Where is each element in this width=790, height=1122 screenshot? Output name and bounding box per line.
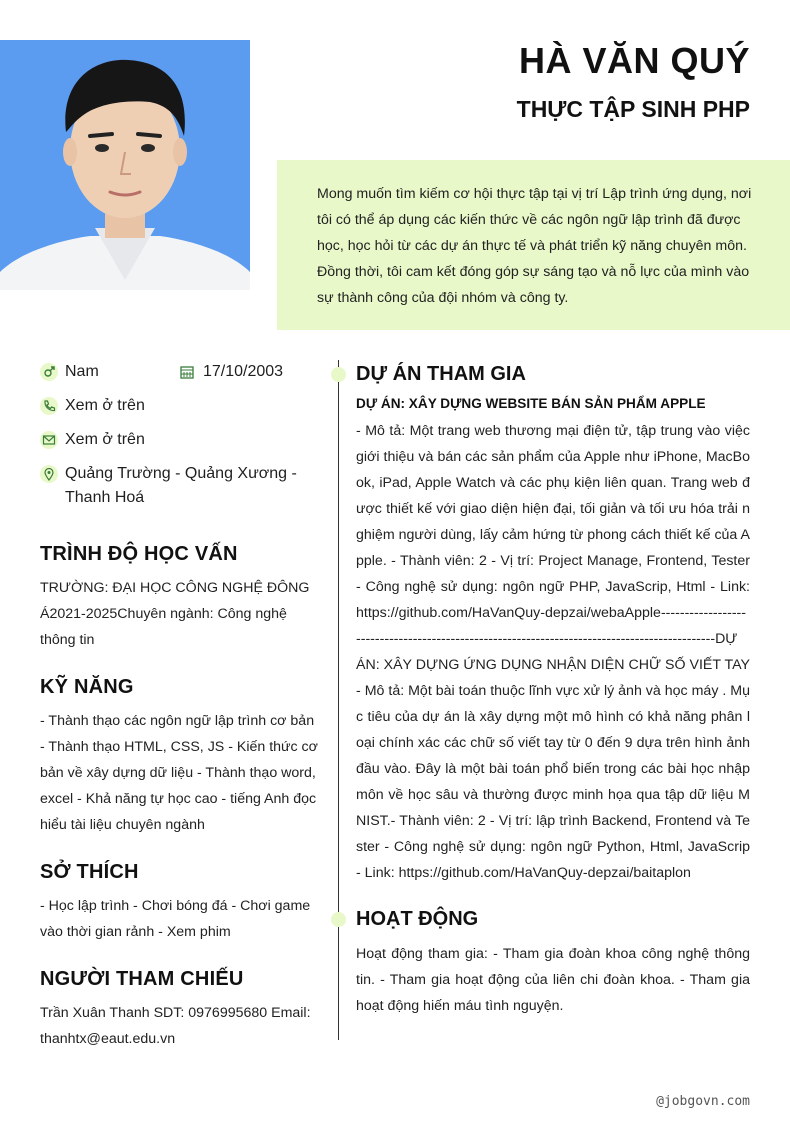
address-row — [40, 462, 300, 510]
timeline-dot-projects — [331, 367, 346, 382]
gender-row — [40, 360, 99, 384]
skills-heading: KỸ NĂNG — [40, 676, 134, 698]
projects-heading: DỰ ÁN THAM GIA — [356, 363, 526, 385]
gender-value: Nam — [65, 363, 99, 380]
hobbies-heading: SỞ THÍCH — [40, 861, 139, 883]
calendar-icon — [178, 363, 196, 381]
portrait-illustration — [0, 40, 250, 290]
watermark: @jobgovn.com — [656, 1094, 750, 1109]
project-description: - Mô tả: Một trang web thương mại điện tử, tập trung vào việc giới thiệu và bán các sản phẩm của Apple như iPhone, MacBook, iPad, Apple Watch và các phụ kiện liên quan. Trang web được thiết kế với giao diện hiện đại, tối giản và tối ưu hóa trải nghiệm người dùng, lấy cảm hứng từ phong cách thiết kế của Apple. - Thành viên: 2 - Vị trí: Project Manage, Frontend, Tester - Công nghệ sử dụng: ngôn ngữ PHP, JavaScrip, Html - Link: https://github.com/HaVanQuy-depzai/webaApple----------------------------------------------------------------------------------------------DỰ ÁN: XÂY DỰNG ỨNG DỤNG NHẬN DIỆN CHỮ SỐ VIẾT TAY- Mô tả: Một bài toán thuộc lĩnh vực xử lý ảnh và học máy . Mục tiêu của dự án là xây dựng một mô hình có khả năng phân loại chính xác các chữ số viết tay từ 0 đến 9 dựa trên hình ảnh đầu vào. Đây là một bài toán phổ biến trong các bài học nhập môn về học sâu và thường được minh họa qua tập dữ liệu MNIST.- Thành viên: 2 - Vị trí: lập trình Backend, Frontend và Tester - Công nghệ sử dụng: ngôn ngữ Python, Html, JavaScrip - Link: https://github.com/HaVanQuy-depzai/baitaplon — [356, 423, 750, 881]
candidate-role: THỰC TẬP SINH PHP — [516, 96, 750, 122]
education-text: TRƯỜNG: ĐẠI HỌC CÔNG NGHỆ ĐÔNG Á2021-2025Chuyên ngành: Công nghệ thông tin — [40, 580, 310, 648]
references-text: Trần Xuân Thanh SDT: 0976995680 Email: thanhtx@eaut.edu.vn — [40, 1005, 311, 1047]
references-heading: NGƯỜI THAM CHIẾU — [40, 968, 244, 990]
phone-icon — [40, 397, 58, 415]
profile-photo — [0, 40, 250, 290]
address-value: Quảng Trường - Quảng Xương - Thanh Hoá — [65, 465, 297, 506]
project-title: DỰ ÁN: XÂY DỰNG WEBSITE BÁN SẢN PHẨM APPLE — [356, 396, 706, 411]
phone-row — [40, 394, 145, 418]
activities-text: Hoạt động tham gia: - Tham gia đoàn khoa công nghệ thông tin. - Tham gia hoạt động của liên chi đoàn khoa. - Tham gia hoạt động hiến máu tình nguyện. — [356, 946, 750, 1014]
activities-heading: HOẠT ĐỘNG — [356, 908, 479, 930]
timeline-dot-activities — [331, 912, 346, 927]
education-heading: TRÌNH ĐỘ HỌC VẤN — [40, 543, 238, 565]
phone-value: Xem ở trên — [65, 397, 145, 414]
hobbies-text: - Học lập trình - Chơi bóng đá - Chơi game vào thời gian rảnh - Xem phim — [40, 898, 311, 940]
birthday-row — [178, 360, 283, 384]
email-value: Xem ở trên — [65, 431, 145, 448]
candidate-name: HÀ VĂN QUÝ — [518, 40, 750, 81]
gender-icon — [40, 363, 58, 381]
skills-text: - Thành thạo các ngôn ngữ lập trình cơ bản - Thành thạo HTML, CSS, JS - Kiến thức cơ bản về xây dựng dữ liệu - Thành thạo word, excel - Khả năng tự học cao - tiếng Anh đọc hiểu tài liệu chuyên ngành — [40, 713, 318, 833]
mail-icon — [40, 431, 58, 449]
career-objective: Mong muốn tìm kiếm cơ hội thực tập tại vị trí Lập trình ứng dụng, nơi tôi có thể áp dụng các kiến thức về các ngôn ngữ lập trình đã được học, học hỏi từ các dự án thực tế và phát triển kỹ năng chuyên môn. Đồng thời, tôi cam kết đóng góp sự sáng tạo và nỗ lực của mình vào sự thành công của đội nhóm và công ty. — [277, 160, 790, 330]
location-pin-icon — [40, 465, 58, 483]
birthday-value: 17/10/2003 — [203, 363, 284, 380]
column-divider — [338, 360, 339, 1040]
email-row — [40, 428, 145, 452]
